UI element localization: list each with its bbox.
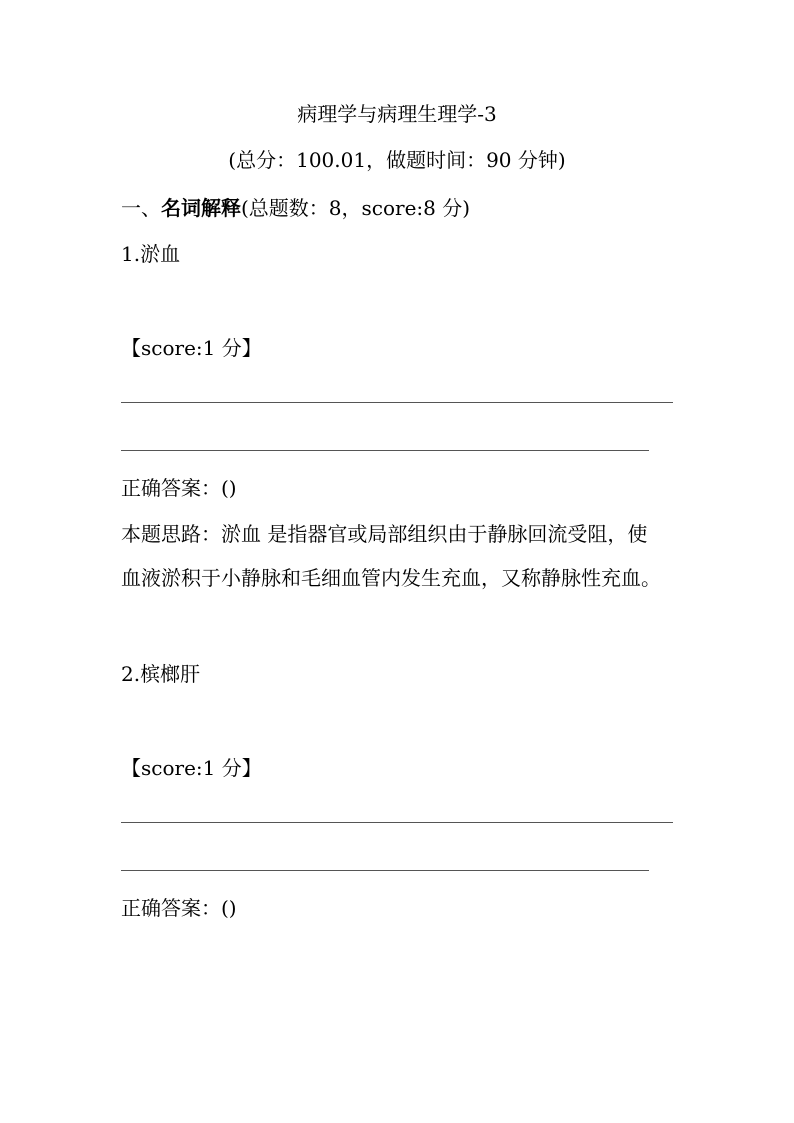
question-1-explanation: 本题思路：淤血 是指器官或局部组织由于静脉回流受阻，使血液淤积于小静脉和毛细血管内发生充血，又称静脉性充血。 (121, 522, 661, 590)
document-title: 病理学与病理生理学-3 (297, 102, 497, 126)
section-heading (121, 194, 470, 222)
section-name: 名词解释 (161, 196, 241, 220)
question-1-answer-line-1 (121, 402, 673, 403)
section-info: (总题数：8，score:8 分) (241, 196, 471, 220)
question-1-answer: 正确答案：() (121, 476, 237, 500)
question-1-answer-line-2 (121, 450, 649, 451)
question-2-answer-line-2 (121, 870, 649, 871)
document-subtitle: (总分：100.01，做题时间：90 分钟) (228, 148, 566, 172)
question-2-answer-line-1 (121, 822, 673, 823)
section-prefix: 一、 (121, 196, 161, 220)
question-1-score: 【score:1 分】 (121, 336, 262, 360)
question-1-label: 1.淤血 (121, 242, 181, 266)
question-2-label: 2.槟榔肝 (121, 662, 201, 686)
question-2-score: 【score:1 分】 (121, 756, 262, 780)
question-2-answer: 正确答案：() (121, 896, 237, 920)
